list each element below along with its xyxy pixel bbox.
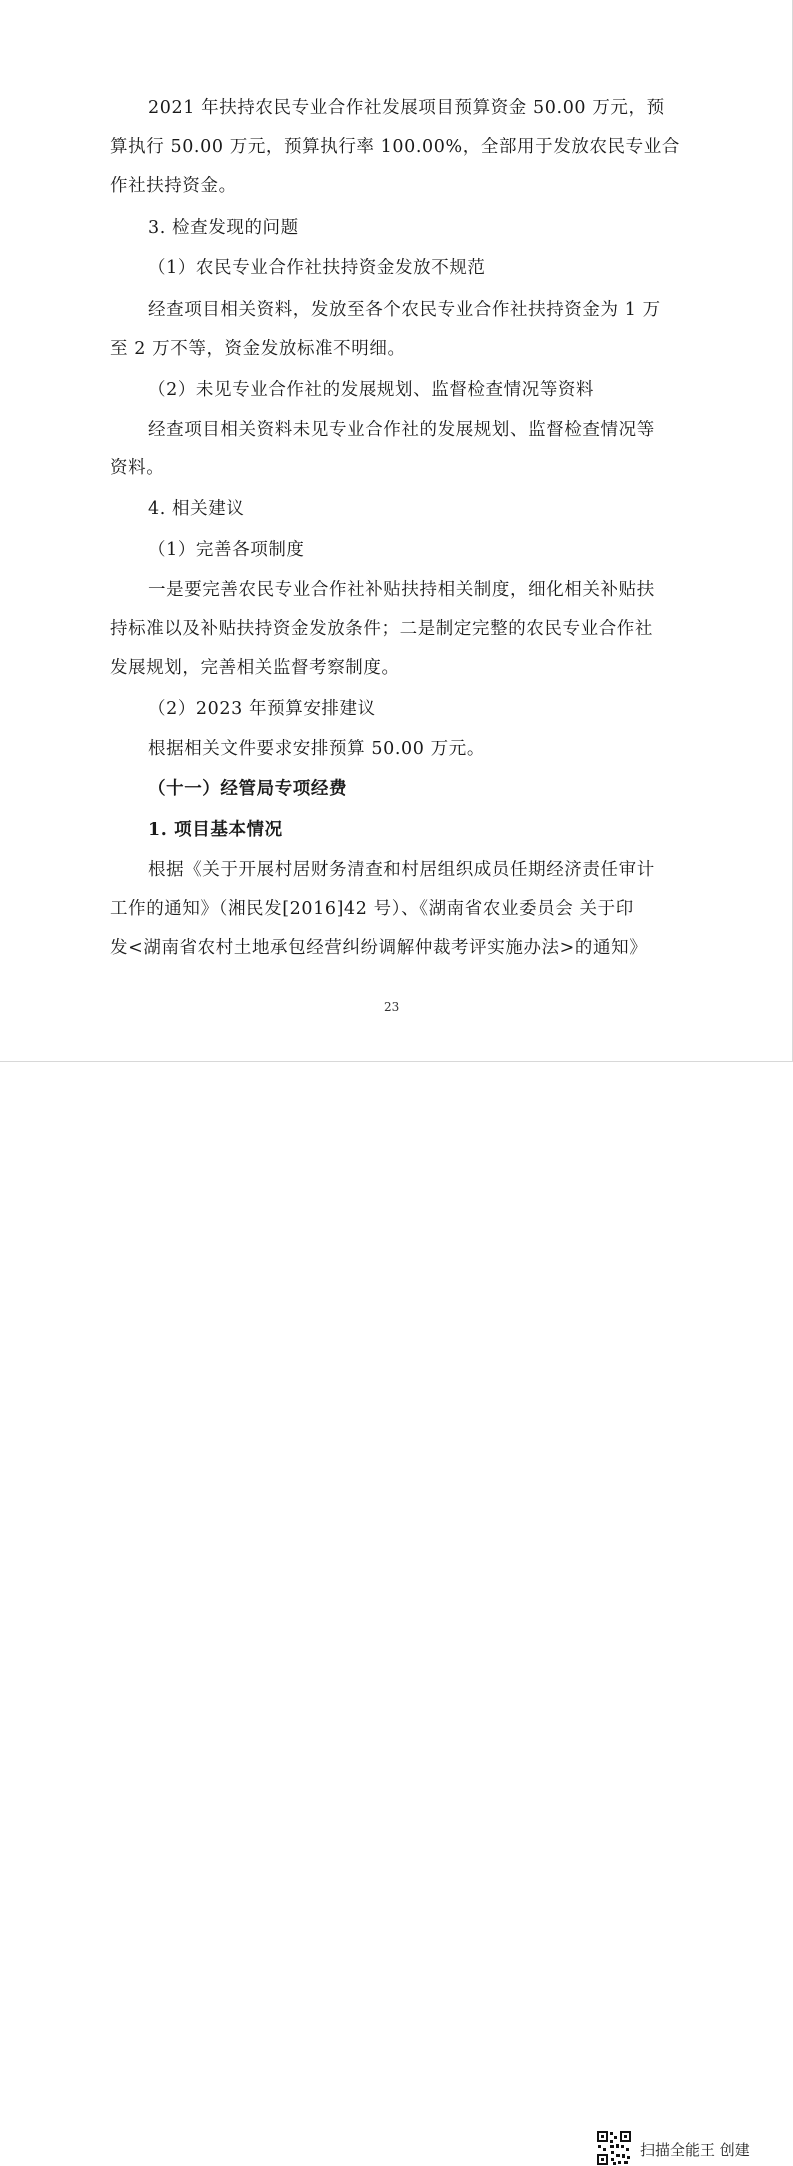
body-line: 发<湖南省农村土地承包经营纠纷调解仲裁考评实施办法>的通知》 (110, 938, 648, 958)
body-line: 2021 年扶持农民专业合作社发展项目预算资金 50.00 万元，预 (148, 98, 665, 118)
body-line: 持标准以及补贴扶持资金发放条件；二是制定完整的农民专业合作社 (110, 619, 653, 639)
body-line: 一是要完善农民专业合作社补贴扶持相关制度，细化相关补贴扶 (148, 580, 655, 600)
subsection-heading: （1）农民专业合作社扶持资金发放不规范 (148, 258, 486, 278)
subsection-heading: （2）2023 年预算安排建议 (148, 699, 376, 719)
body-line: 至 2 万不等，资金发放标准不明细。 (110, 339, 406, 359)
section-heading: （十一）经管局专项经费 (148, 779, 348, 799)
body-line: 发展规划，完善相关监督考察制度。 (110, 658, 400, 678)
body-line: 算执行 50.00 万元，预算执行率 100.00%，全部用于发放农民专业合 (110, 137, 680, 157)
section-heading: 4. 相关建议 (148, 499, 245, 519)
subsection-heading: （1）完善各项制度 (148, 540, 305, 560)
body-line: 经查项目相关资料未见专业合作社的发展规划、监督检查情况等 (148, 420, 655, 440)
body-line: 经查项目相关资料，发放至各个农民专业合作社扶持资金为 1 万 (148, 300, 661, 320)
qr-code-icon (596, 2130, 632, 2166)
body-line: 根据《关于开展村居财务清查和村居组织成员任期经济责任审计 (148, 860, 655, 880)
section-heading: 1. 项目基本情况 (148, 820, 283, 840)
scanner-footer (0, 1062, 793, 2159)
body-line: 作社扶持资金。 (110, 176, 237, 196)
document-page (0, 0, 793, 1062)
page-number: 23 (384, 1000, 400, 1014)
body-line: 根据相关文件要求安排预算 50.00 万元。 (148, 739, 485, 759)
body-line: 资料。 (110, 458, 165, 478)
subsection-heading: （2）未见专业合作社的发展规划、监督检查情况等资料 (148, 380, 595, 400)
section-heading: 3. 检查发现的问题 (148, 218, 299, 238)
body-line: 工作的通知》（湘民发[2016]42 号）、《湖南省农业委员会 关于印 (110, 899, 634, 919)
scanner-watermark: 扫描全能王 创建 (640, 2141, 750, 2159)
